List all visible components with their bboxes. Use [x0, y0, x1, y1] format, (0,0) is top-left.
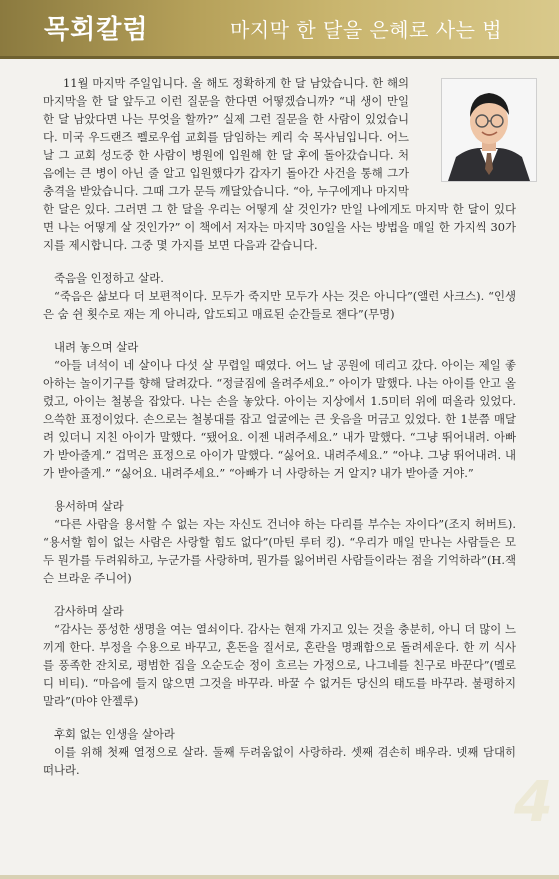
- section-title: 용서하며 살라: [54, 499, 124, 513]
- section-title: 감사하며 살라: [54, 604, 124, 618]
- section-body: “다른 사람을 용서할 수 없는 자는 자신도 건너야 하는 다리를 부수는 자이다”(조지 허버트). “용서할 힘이 없는 사람은 사랑할 힘도 없다”(마틴 루터 킹). “우리가 매일 만나는 사람들은 모두 뭔가를 두려워하고, 누군가를 사랑하며, 뭔가를 잃어버린 사람들이라는 점을 기억하라”(H.잭슨 브라운 주니어): [43, 517, 516, 585]
- column-subtitle: 마지막 한 달을 은혜로 사는 법: [230, 18, 503, 42]
- section-body: “감사는 풍성한 생명을 여는 열쇠이다. 감사는 현재 가지고 있는 것을 충분히, 아니 더 많이 느끼게 한다. 부정을 수용으로 바꾸고, 혼돈을 질서로, 혼란을 명쾌함으로 돌려세운다. 한 끼 식사를 풍족한 잔치로, 평범한 집을 오순도순 정이 흐르는 가정으로, 나그네를 친구로 바꾼다”(멜로디 비티). “마음에 들지 않으면 그것을 바꾸라. 바꿀 수 없거든 당신의 태도를 바꾸라. 불평하지 말라”(마야 안젤루): [43, 622, 516, 708]
- header-divider: [0, 56, 559, 59]
- section-body: “죽음은 삶보다 더 보편적이다. 모두가 죽지만 모두가 사는 것은 아니다”(앨런 사크스). “인생은 숨 쉰 횟수로 재는 게 아니라, 압도되고 매료된 순간들로 잰다”(무명): [43, 289, 516, 321]
- section-body: “아들 녀석이 네 살이나 다섯 살 무렵일 때였다. 어느 날 공원에 데리고 갔다. 아이는 제일 좋아하는 놀이기구를 향해 달려갔다. “정글짐에 올려주세요.” 아이가 말했다. 나는 아이를 안고 올렸고, 아이는 철봉을 잡았다. 나는 손을 놓았다. 아이는 지상에서 1.5미터 위에 떠올라 있었다. 으쓱한 표정이었다. 손으로는 철봉대를 잡고 얼굴에는 큰 웃음을 머금고 있었다. 한 1분쯤 매달려 있더니 지친 아이가 말했다. “됐어요. 이젠 내려주세요.” 내가 말했다. “그냥 뛰어내려. 아빠가 받아줄게.” 겁먹은 표정으로 아이가 말했다. “싫어요. 내려주세요.” “아냐. 그냥 뛰어내려. 내가 받아줄게.” “싫어요. 내려주세요.” “아빠가 너 사랑하는 거 알지? 내가 받아줄 거야.”: [43, 358, 516, 480]
- page-number: 4: [514, 770, 553, 835]
- column-title: 목회칼럼: [44, 15, 149, 45]
- section-title: 죽음을 인정하고 살라.: [54, 271, 164, 285]
- section-title: 내려 놓으며 살라: [54, 340, 139, 354]
- section-title: 후회 없는 인생을 살아라: [54, 727, 175, 741]
- intro-paragraph: 11월 마지막 주일입니다. 올 해도 정확하게 한 달 남았습니다. 한 해의 마지막을 한 달 앞두고 이런 질문을 한다면 어떻겠습니까? “내 생이 만일 한 달 남았다면 나는 무엇을 할까?” 실제 그런 질문을 한 사람이 있었습니다. 미국 우드랜즈 펠로우쉽 교회를 담임하는 케리 숙 목사님입니다. 어느 날 그 교회 성도중 한 사람이 병원에 입원해 한 달 후에 돌아갔습니다. 처음에는 큰 병이 아닌 줄 알고 입원했다가 갑자기 돌아간 사건을 통해 그가 충격을 받았습니다. 그때 그가 문득 깨달았습니다. “아, 누구에게나 마지막 한 달은 있다. 그러면 그 한 달을 우리는 어떻게 살 것인가? 만일 나에게도 마지막 한 달이 있다면 나는 어떻게 살 것인가?” 이 책에서 저자는 마지막 30일을 사는 방법을 매일 한 가지씩 30가지를 제시합니다. 그중 몇 가지를 보면 다음과 같습니다.: [43, 76, 516, 252]
- photo-spacer: [417, 78, 516, 182]
- column-header: [0, 0, 559, 56]
- column-body: [43, 74, 516, 779]
- footer-divider: [0, 875, 559, 879]
- section-body: 이를 위해 첫째 열정으로 살라. 둘째 두려움없이 사랑하라. 셋째 겸손히 배우라. 넷째 담대히 떠나라.: [43, 745, 516, 777]
